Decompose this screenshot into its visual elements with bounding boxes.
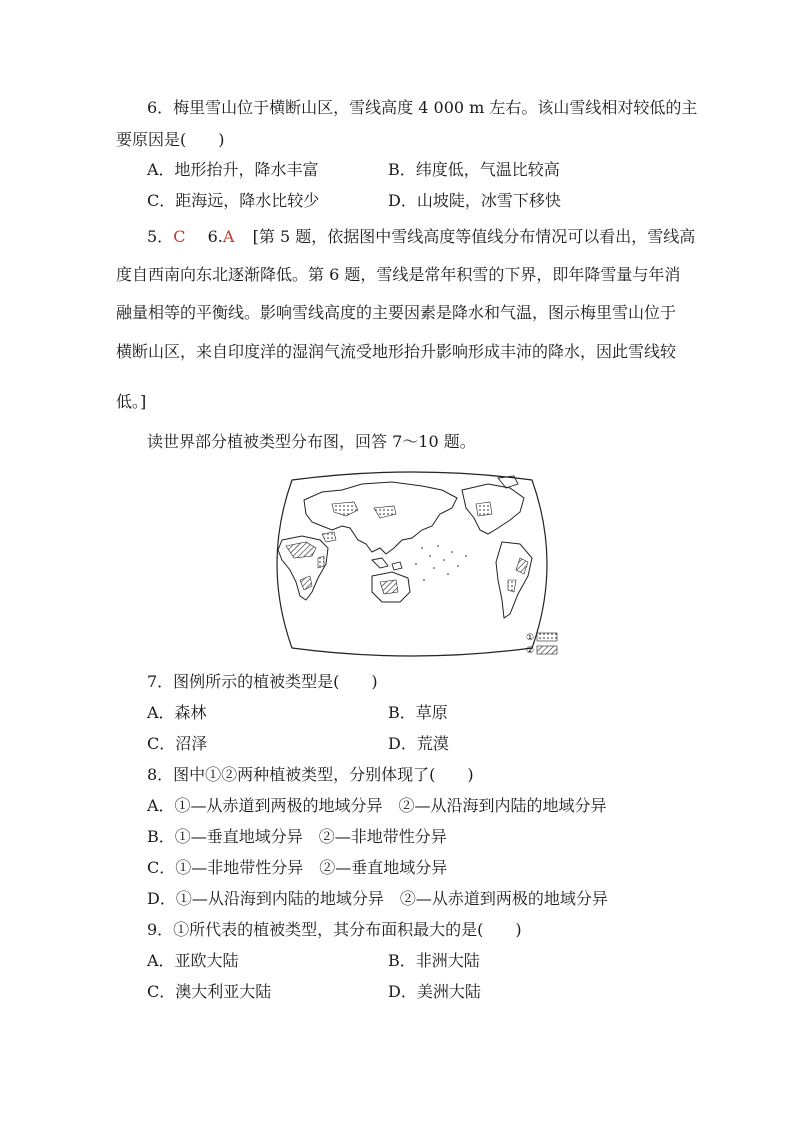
q7-stem: 7．图例所示的植被类型是( ) xyxy=(147,672,378,691)
q7-option-c: C．沼泽 xyxy=(147,734,208,753)
explanation-line5: 低。] xyxy=(116,392,147,411)
q9-option-b: B．非洲大陆 xyxy=(388,951,480,970)
na-dotted-area xyxy=(476,502,492,516)
q7-option-d: D．荒漠 xyxy=(388,734,449,753)
q9-option-c: C．澳大利亚大陆 xyxy=(147,982,272,1001)
legend-item2-label: ② xyxy=(526,646,535,656)
q9-option-a: A．亚欧大陆 xyxy=(147,951,239,970)
q7-option-a: A．森林 xyxy=(147,703,207,722)
legend-item1-swatch xyxy=(537,633,557,641)
q6-stem-line2: 要原因是( ) xyxy=(116,130,225,149)
q8-option-d: D．①—从沿海到内陆的地域分异 ②—从赤道到两极的地域分异 xyxy=(147,889,608,908)
q6-answer: A xyxy=(222,227,235,246)
q6-option-a: A．地形抬升，降水丰富 xyxy=(147,160,319,179)
africa-dotted-area xyxy=(318,556,324,568)
q7-option-b: B．草原 xyxy=(388,703,448,722)
explanation-line3: 融量相等的平衡线。影响雪线高度的主要因素是降水和气温，图示梅里雪山位于 xyxy=(116,303,677,322)
legend-item1-label: ① xyxy=(526,633,535,643)
answer-line1 xyxy=(147,227,695,247)
explanation-line1: [第 5 题，依据图中雪线高度等值线分布情况可以看出，雪线高 xyxy=(252,227,696,246)
q9-option-d: D．美洲大陆 xyxy=(388,982,481,1001)
q6-option-c: C．距海远，降水比较少 xyxy=(147,191,320,210)
q6-stem-line1: 6．梅里雪山位于横断山区，雪线高度 4 000 m 左右。该山雪线相对较低的主 xyxy=(147,98,698,117)
q8-option-c: C．①—非地带性分异 ②—垂直地域分异 xyxy=(147,858,448,877)
q8-option-a: A．①—从赤道到两极的地域分异 ②—从沿海到内陆的地域分异 xyxy=(147,796,607,815)
q6-label: 6. xyxy=(207,227,223,246)
q8-option-b: B．①—垂直地域分异 ②—非地带性分异 xyxy=(147,827,447,846)
q5-label: 5． xyxy=(147,227,174,246)
explanation-line2: 度自西南向东北逐渐降低。第 6 题，雪线是常年积雪的下界，即年降雪量与年消 xyxy=(116,265,681,284)
q6-option-d: D．山坡陡，冰雪下移快 xyxy=(388,191,561,210)
explanation-line4: 横断山区，来自印度洋的湿润气流受地形抬升影响形成丰沛的降水，因此雪线较 xyxy=(116,342,677,361)
map-frame xyxy=(277,472,547,656)
map-intro: 读世界部分植被类型分布图，回答 7～10 题。 xyxy=(147,432,476,451)
q8-stem: 8．图中①②两种植被类型，分别体现了( ) xyxy=(147,765,474,784)
q6-option-b: B．纬度低，气温比较高 xyxy=(388,160,560,179)
q9-stem: 9．①所代表的植被类型，其分布面积最大的是( ) xyxy=(147,920,522,939)
world-vegetation-map xyxy=(262,468,562,660)
q5-answer: C xyxy=(173,227,186,246)
legend-item2-swatch xyxy=(537,646,557,654)
